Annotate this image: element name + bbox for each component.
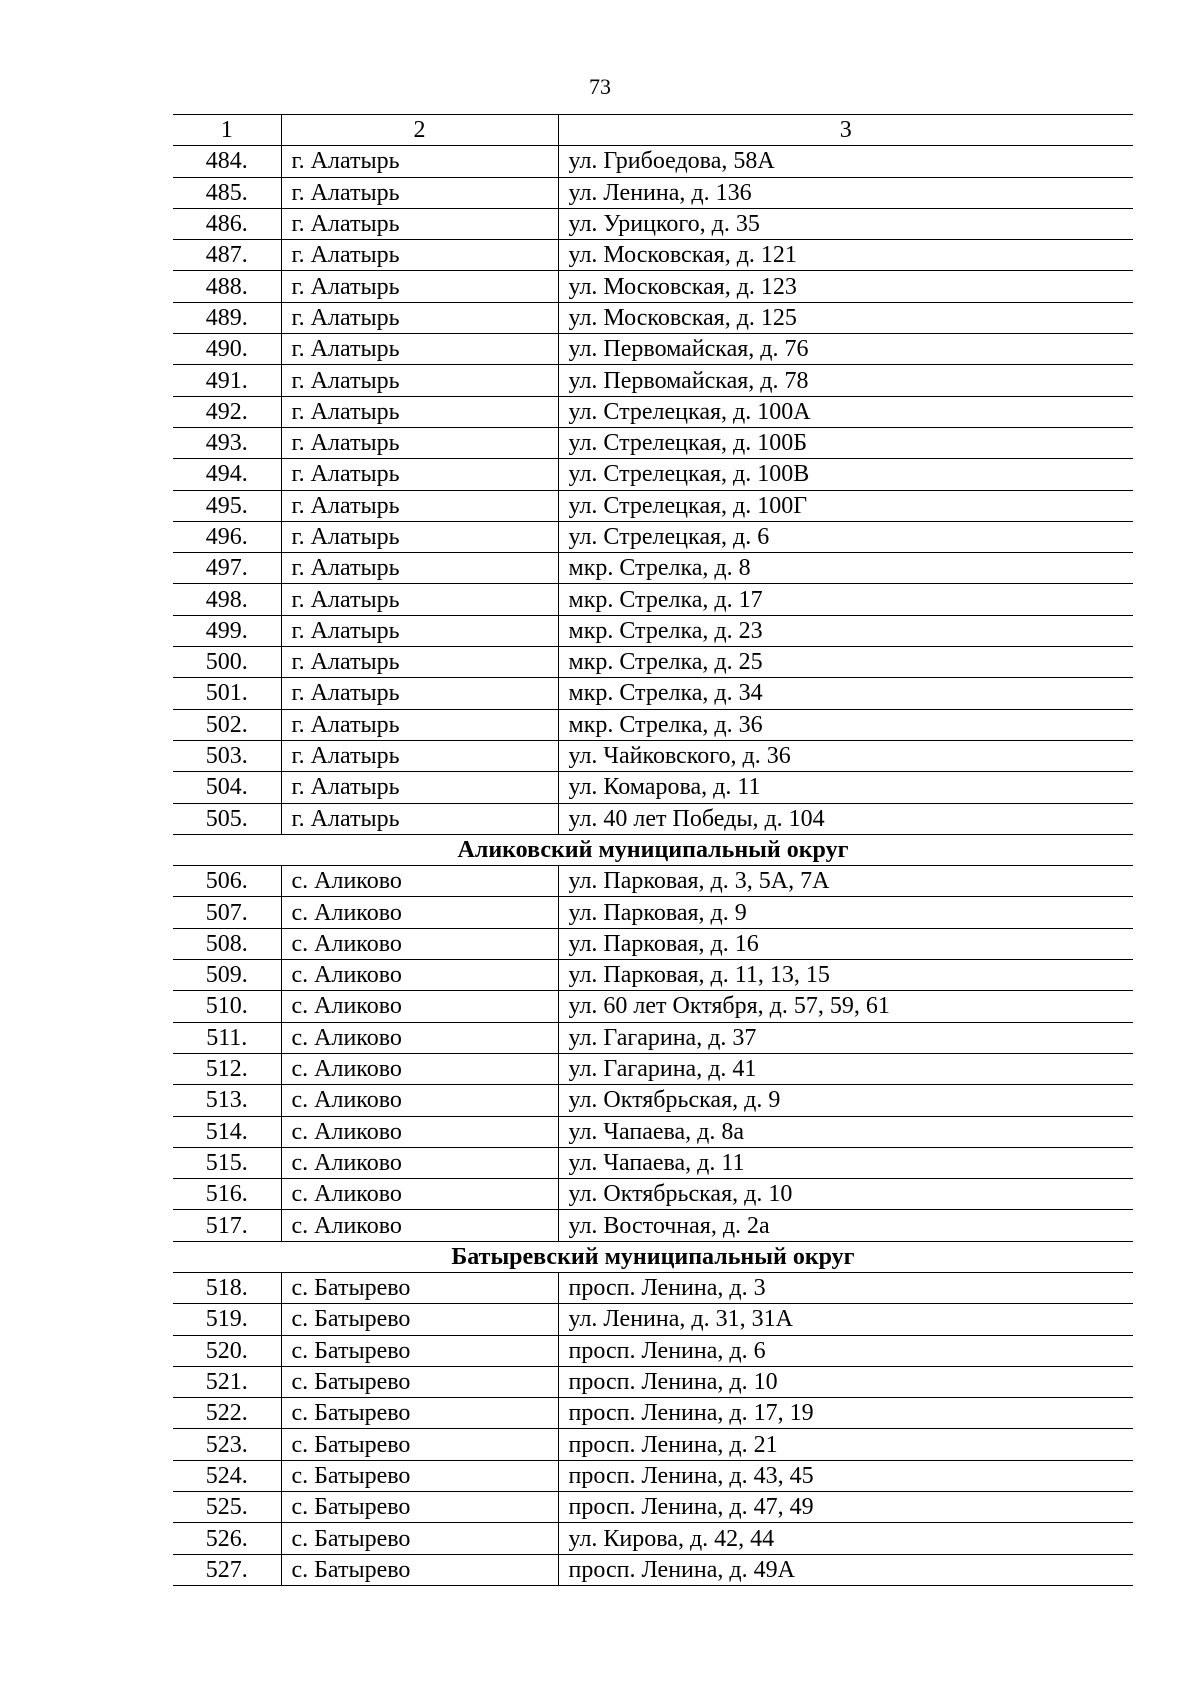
table-row xyxy=(173,1554,1133,1585)
settlement-cell: с. Батырево xyxy=(281,1523,558,1554)
settlement-cell: г. Алатырь xyxy=(281,772,558,803)
table-row xyxy=(173,208,1133,239)
settlement-cell: с. Аликово xyxy=(281,897,558,928)
table-row xyxy=(173,427,1133,458)
column-header-3: 3 xyxy=(558,115,1133,146)
table-row xyxy=(173,740,1133,771)
settlement-cell: г. Алатырь xyxy=(281,678,558,709)
settlement-cell: г. Алатырь xyxy=(281,271,558,302)
table-row xyxy=(173,991,1133,1022)
row-number-cell: 513. xyxy=(173,1085,281,1116)
settlement-cell: г. Алатырь xyxy=(281,208,558,239)
settlement-cell: с. Батырево xyxy=(281,1429,558,1460)
table-row xyxy=(173,1085,1133,1116)
table-row xyxy=(173,709,1133,740)
row-number-cell: 487. xyxy=(173,240,281,271)
page-number: 73 xyxy=(589,74,611,99)
settlement-cell: с. Аликово xyxy=(281,1085,558,1116)
row-number-cell: 503. xyxy=(173,740,281,771)
row-number-cell: 518. xyxy=(173,1272,281,1303)
address-cell: ул. Стрелецкая, д. 100Б xyxy=(558,427,1133,458)
table-row xyxy=(173,396,1133,427)
address-cell: ул. Московская, д. 123 xyxy=(558,271,1133,302)
settlement-cell: с. Батырево xyxy=(281,1272,558,1303)
address-cell: просп. Ленина, д. 17, 19 xyxy=(558,1398,1133,1429)
address-cell: ул. Московская, д. 125 xyxy=(558,302,1133,333)
table-row xyxy=(173,1147,1133,1178)
settlement-cell: с. Аликово xyxy=(281,1053,558,1084)
settlement-cell: г. Алатырь xyxy=(281,615,558,646)
address-cell: ул. Стрелецкая, д. 100А xyxy=(558,396,1133,427)
address-cell: ул. Гагарина, д. 41 xyxy=(558,1053,1133,1084)
settlement-cell: г. Алатырь xyxy=(281,177,558,208)
row-number-cell: 521. xyxy=(173,1366,281,1397)
table-row xyxy=(173,1429,1133,1460)
table-row xyxy=(173,1304,1133,1335)
settlement-cell: г. Алатырь xyxy=(281,803,558,834)
table-row xyxy=(173,678,1133,709)
column-header-1: 1 xyxy=(173,115,281,146)
settlement-cell: с. Аликово xyxy=(281,1179,558,1210)
settlement-cell: г. Алатырь xyxy=(281,553,558,584)
address-cell: ул. Октябрьская, д. 10 xyxy=(558,1179,1133,1210)
settlement-cell: г. Алатырь xyxy=(281,365,558,396)
table-row xyxy=(173,960,1133,991)
settlement-cell: с. Аликово xyxy=(281,960,558,991)
address-cell: ул. Кирова, д. 42, 44 xyxy=(558,1523,1133,1554)
settlement-cell: с. Аликово xyxy=(281,991,558,1022)
row-number-cell: 505. xyxy=(173,803,281,834)
address-cell: ул. Парковая, д. 3, 5А, 7А xyxy=(558,866,1133,897)
address-cell: ул. Урицкого, д. 35 xyxy=(558,208,1133,239)
address-cell: ул. Комарова, д. 11 xyxy=(558,772,1133,803)
row-number-cell: 519. xyxy=(173,1304,281,1335)
address-cell: ул. Стрелецкая, д. 6 xyxy=(558,521,1133,552)
table-row xyxy=(173,553,1133,584)
settlement-cell: г. Алатырь xyxy=(281,490,558,521)
settlement-cell: г. Алатырь xyxy=(281,740,558,771)
address-cell: ул. Ленина, д. 31, 31А xyxy=(558,1304,1133,1335)
table-row xyxy=(173,334,1133,365)
settlement-cell: г. Алатырь xyxy=(281,459,558,490)
address-cell: ул. Парковая, д. 9 xyxy=(558,897,1133,928)
table-row xyxy=(173,584,1133,615)
settlement-cell: г. Алатырь xyxy=(281,584,558,615)
address-cell: ул. Стрелецкая, д. 100Г xyxy=(558,490,1133,521)
table-row xyxy=(173,365,1133,396)
table-header-row xyxy=(173,115,1133,146)
row-number-cell: 484. xyxy=(173,146,281,177)
address-cell: просп. Ленина, д. 43, 45 xyxy=(558,1460,1133,1491)
table-row xyxy=(173,521,1133,552)
address-cell: ул. Московская, д. 121 xyxy=(558,240,1133,271)
table-row xyxy=(173,772,1133,803)
settlement-cell: г. Алатырь xyxy=(281,647,558,678)
row-number-cell: 504. xyxy=(173,772,281,803)
address-cell: ул. Первомайская, д. 76 xyxy=(558,334,1133,365)
row-number-cell: 497. xyxy=(173,553,281,584)
settlement-cell: с. Аликово xyxy=(281,1116,558,1147)
address-cell: ул. Чапаева, д. 11 xyxy=(558,1147,1133,1178)
table-row xyxy=(173,928,1133,959)
address-cell: просп. Ленина, д. 49А xyxy=(558,1554,1133,1585)
settlement-cell: с. Аликово xyxy=(281,866,558,897)
table-row xyxy=(173,1523,1133,1554)
settlement-cell: с. Аликово xyxy=(281,928,558,959)
row-number-cell: 501. xyxy=(173,678,281,709)
row-number-cell: 514. xyxy=(173,1116,281,1147)
settlement-cell: г. Алатырь xyxy=(281,427,558,458)
address-cell: ул. Восточная, д. 2а xyxy=(558,1210,1133,1241)
table-row xyxy=(173,146,1133,177)
settlement-cell: с. Аликово xyxy=(281,1147,558,1178)
address-cell: ул. Гагарина, д. 37 xyxy=(558,1022,1133,1053)
settlement-cell: г. Алатырь xyxy=(281,146,558,177)
settlement-cell: с. Батырево xyxy=(281,1492,558,1523)
row-number-cell: 499. xyxy=(173,615,281,646)
address-cell: ул. Парковая, д. 16 xyxy=(558,928,1133,959)
table-row xyxy=(173,1366,1133,1397)
settlement-cell: с. Батырево xyxy=(281,1335,558,1366)
section-heading-row xyxy=(173,834,1133,865)
address-cell: ул. 40 лет Победы, д. 104 xyxy=(558,803,1133,834)
row-number-cell: 527. xyxy=(173,1554,281,1585)
table-row xyxy=(173,1272,1133,1303)
settlement-cell: с. Батырево xyxy=(281,1366,558,1397)
address-cell: ул. Чапаева, д. 8а xyxy=(558,1116,1133,1147)
address-cell: ул. Стрелецкая, д. 100В xyxy=(558,459,1133,490)
row-number-cell: 509. xyxy=(173,960,281,991)
settlement-cell: с. Аликово xyxy=(281,1210,558,1241)
address-cell: ул. Первомайская, д. 78 xyxy=(558,365,1133,396)
row-number-cell: 522. xyxy=(173,1398,281,1429)
address-cell: просп. Ленина, д. 10 xyxy=(558,1366,1133,1397)
row-number-cell: 511. xyxy=(173,1022,281,1053)
address-cell: мкр. Стрелка, д. 36 xyxy=(558,709,1133,740)
settlement-cell: с. Аликово xyxy=(281,1022,558,1053)
settlement-cell: г. Алатырь xyxy=(281,240,558,271)
section-heading: Аликовский муниципальный округ xyxy=(173,834,1133,865)
settlement-cell: г. Алатырь xyxy=(281,709,558,740)
address-cell: мкр. Стрелка, д. 25 xyxy=(558,647,1133,678)
row-number-cell: 495. xyxy=(173,490,281,521)
row-number-cell: 515. xyxy=(173,1147,281,1178)
address-cell: просп. Ленина, д. 6 xyxy=(558,1335,1133,1366)
table-row xyxy=(173,490,1133,521)
address-cell: мкр. Стрелка, д. 8 xyxy=(558,553,1133,584)
address-cell: мкр. Стрелка, д. 34 xyxy=(558,678,1133,709)
table-row xyxy=(173,271,1133,302)
row-number-cell: 520. xyxy=(173,1335,281,1366)
row-number-cell: 517. xyxy=(173,1210,281,1241)
table-row xyxy=(173,1335,1133,1366)
row-number-cell: 489. xyxy=(173,302,281,333)
address-cell: просп. Ленина, д. 47, 49 xyxy=(558,1492,1133,1523)
row-number-cell: 524. xyxy=(173,1460,281,1491)
settlement-cell: с. Батырево xyxy=(281,1554,558,1585)
address-cell: просп. Ленина, д. 3 xyxy=(558,1272,1133,1303)
row-number-cell: 491. xyxy=(173,365,281,396)
table-row xyxy=(173,897,1133,928)
table-row xyxy=(173,1179,1133,1210)
address-cell: мкр. Стрелка, д. 17 xyxy=(558,584,1133,615)
table-row xyxy=(173,866,1133,897)
address-cell: ул. 60 лет Октября, д. 57, 59, 61 xyxy=(558,991,1133,1022)
table-row xyxy=(173,647,1133,678)
row-number-cell: 526. xyxy=(173,1523,281,1554)
table-row xyxy=(173,1492,1133,1523)
row-number-cell: 508. xyxy=(173,928,281,959)
table-row xyxy=(173,302,1133,333)
row-number-cell: 488. xyxy=(173,271,281,302)
settlement-cell: с. Батырево xyxy=(281,1460,558,1491)
settlement-cell: г. Алатырь xyxy=(281,396,558,427)
address-cell: ул. Парковая, д. 11, 13, 15 xyxy=(558,960,1133,991)
settlement-cell: с. Батырево xyxy=(281,1304,558,1335)
row-number-cell: 506. xyxy=(173,866,281,897)
row-number-cell: 510. xyxy=(173,991,281,1022)
settlement-cell: г. Алатырь xyxy=(281,334,558,365)
row-number-cell: 502. xyxy=(173,709,281,740)
table-body xyxy=(173,115,1133,1586)
table-row xyxy=(173,803,1133,834)
row-number-cell: 496. xyxy=(173,521,281,552)
address-cell: ул. Ленина, д. 136 xyxy=(558,177,1133,208)
settlement-cell: г. Алатырь xyxy=(281,521,558,552)
settlement-cell: с. Батырево xyxy=(281,1398,558,1429)
table-row xyxy=(173,177,1133,208)
table-row xyxy=(173,240,1133,271)
section-heading-row xyxy=(173,1241,1133,1272)
table-row xyxy=(173,1398,1133,1429)
table-row xyxy=(173,1022,1133,1053)
address-cell: просп. Ленина, д. 21 xyxy=(558,1429,1133,1460)
row-number-cell: 493. xyxy=(173,427,281,458)
column-header-2: 2 xyxy=(281,115,558,146)
address-cell: мкр. Стрелка, д. 23 xyxy=(558,615,1133,646)
row-number-cell: 525. xyxy=(173,1492,281,1523)
row-number-cell: 507. xyxy=(173,897,281,928)
row-number-cell: 486. xyxy=(173,208,281,239)
row-number-cell: 523. xyxy=(173,1429,281,1460)
table-row xyxy=(173,1116,1133,1147)
row-number-cell: 494. xyxy=(173,459,281,490)
row-number-cell: 498. xyxy=(173,584,281,615)
address-cell: ул. Октябрьская, д. 9 xyxy=(558,1085,1133,1116)
table-row xyxy=(173,1053,1133,1084)
table-row xyxy=(173,1210,1133,1241)
row-number-cell: 516. xyxy=(173,1179,281,1210)
address-cell: ул. Чайковского, д. 36 xyxy=(558,740,1133,771)
address-cell: ул. Грибоедова, 58А xyxy=(558,146,1133,177)
row-number-cell: 500. xyxy=(173,647,281,678)
section-heading: Батыревский муниципальный округ xyxy=(173,1241,1133,1272)
settlement-cell: г. Алатырь xyxy=(281,302,558,333)
row-number-cell: 512. xyxy=(173,1053,281,1084)
table-row xyxy=(173,1460,1133,1491)
address-table xyxy=(173,114,1133,1586)
table-row xyxy=(173,459,1133,490)
row-number-cell: 485. xyxy=(173,177,281,208)
row-number-cell: 492. xyxy=(173,396,281,427)
table-row xyxy=(173,615,1133,646)
row-number-cell: 490. xyxy=(173,334,281,365)
